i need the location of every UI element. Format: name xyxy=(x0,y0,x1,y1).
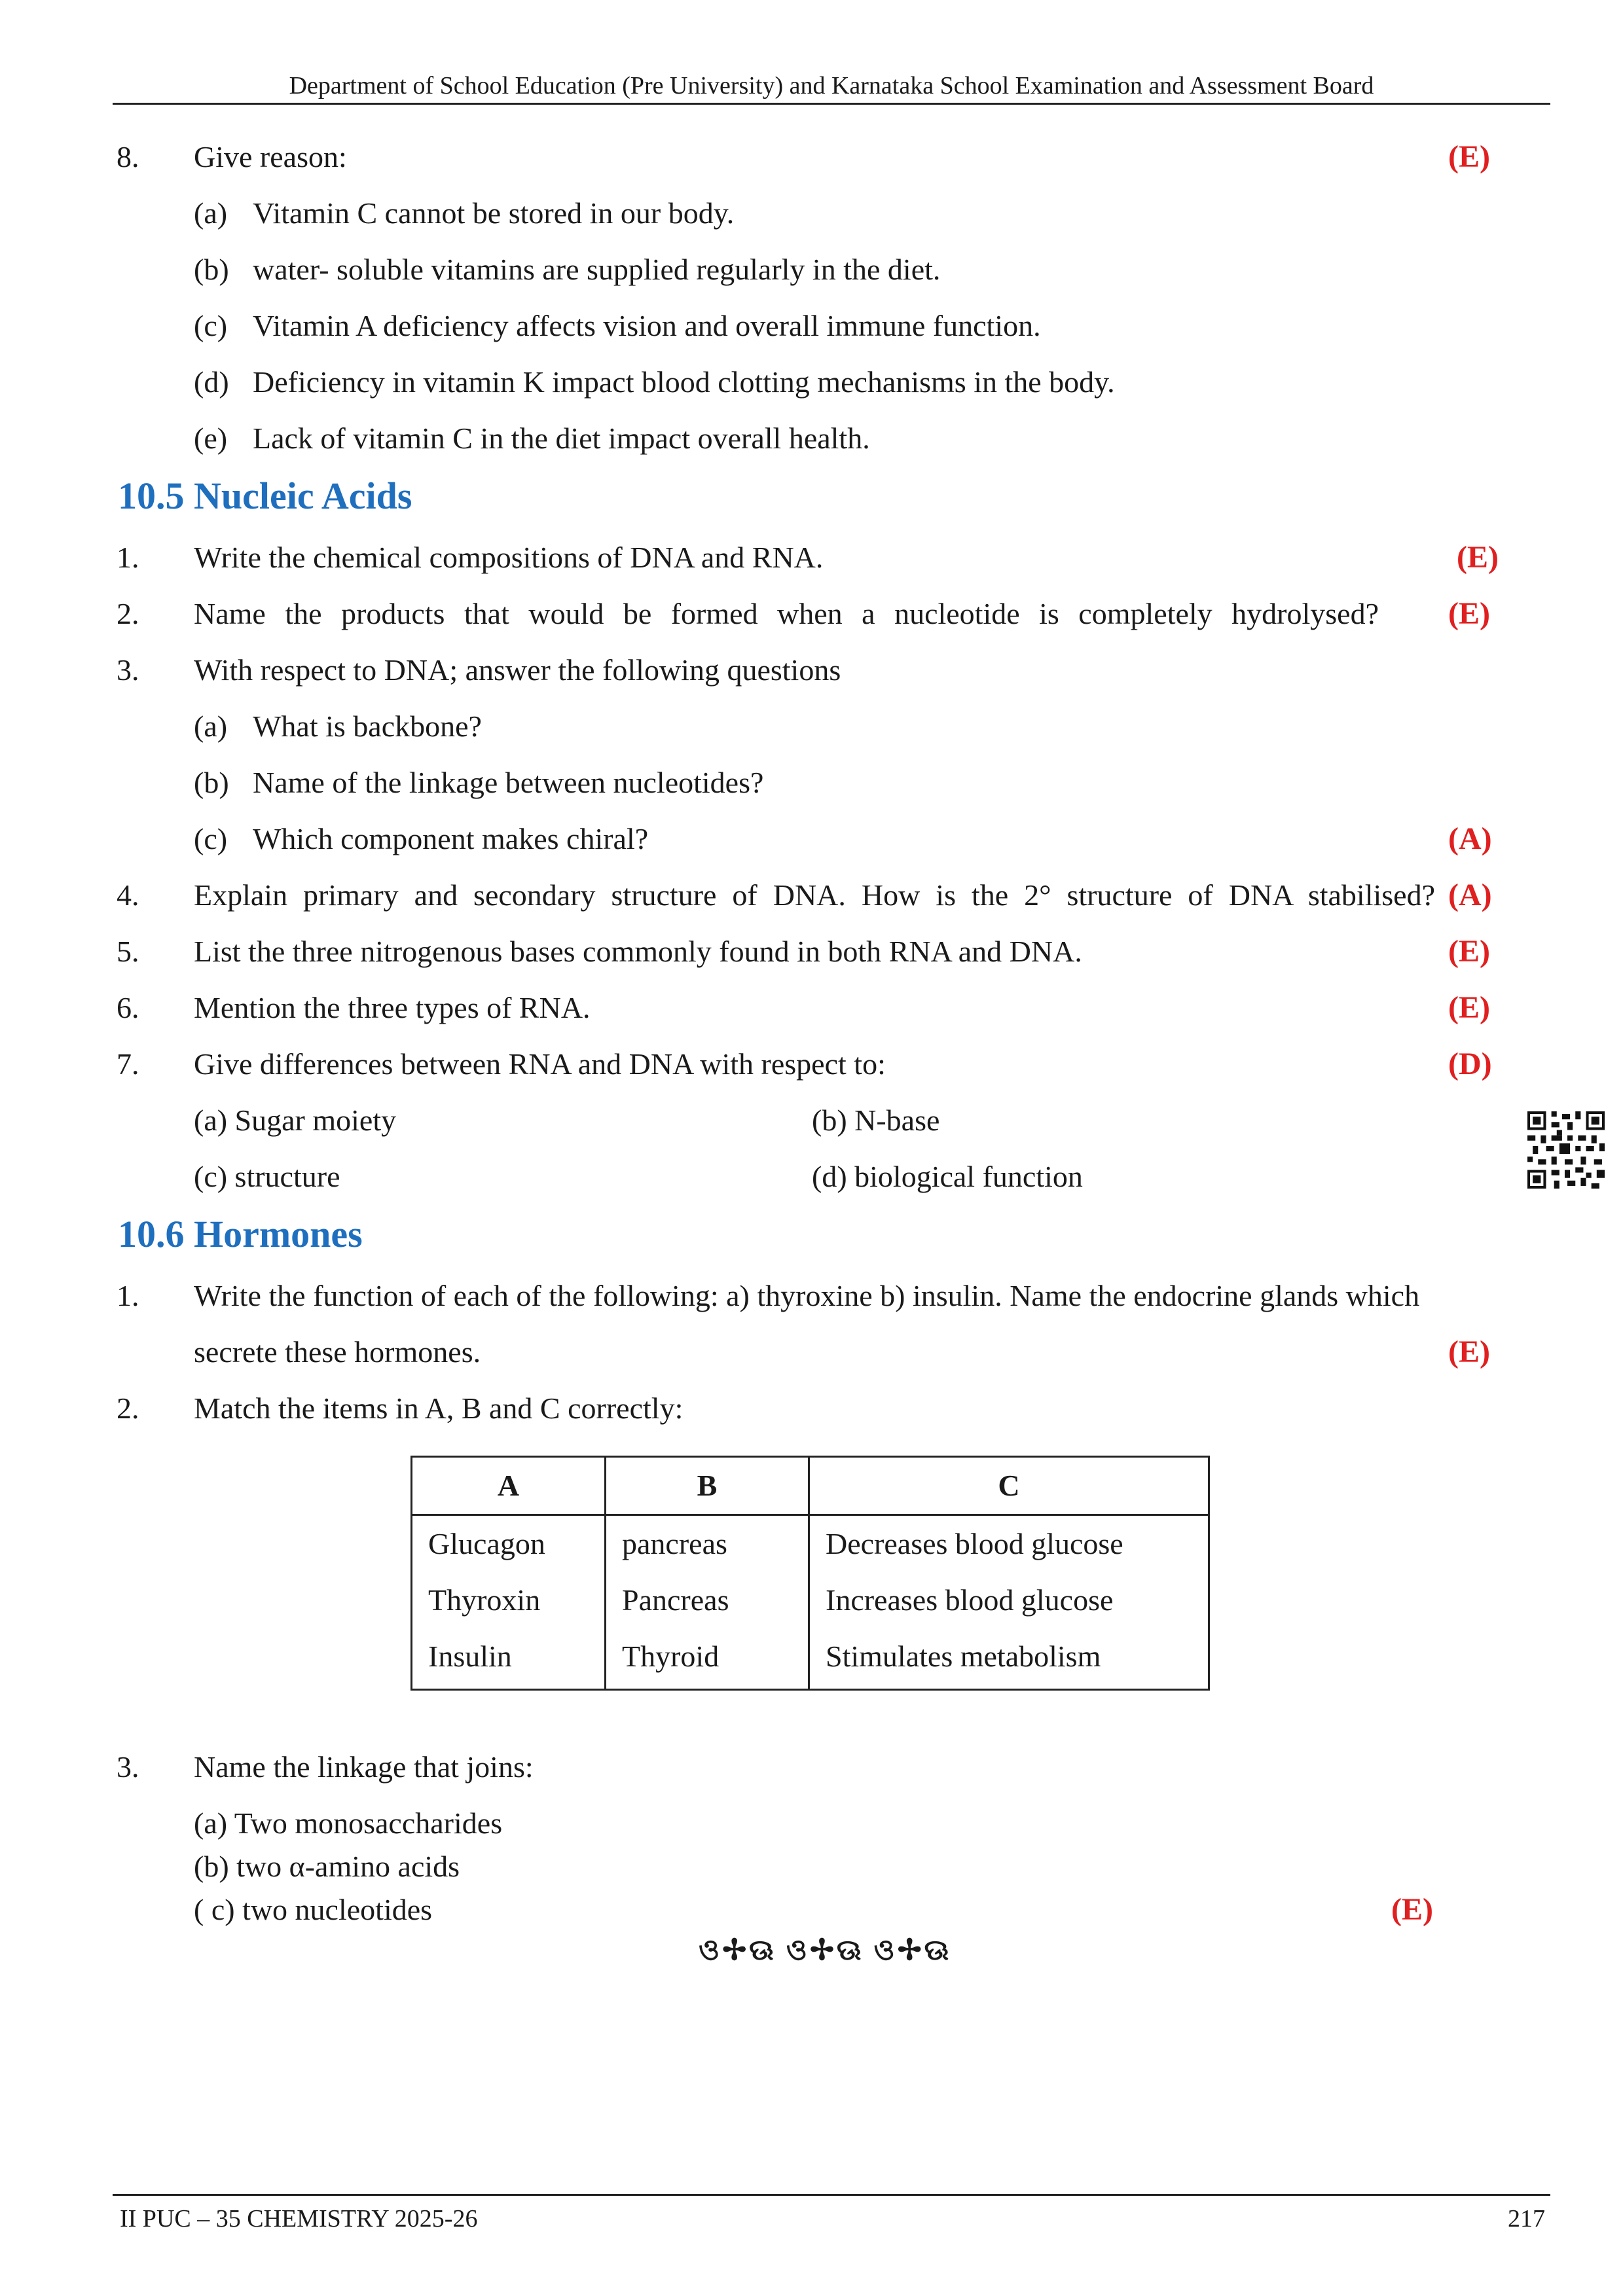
s105-q3-tag: (A) xyxy=(1448,821,1492,856)
match-table-header xyxy=(412,1457,1209,1515)
s105-q1-text: Write the chemical compositions of DNA and RNA. xyxy=(194,541,824,574)
s105-q7-opt-b: (b) N-base xyxy=(812,1103,940,1137)
footer-course-title: II PUC – 35 CHEMISTRY 2025-26 xyxy=(120,2205,478,2233)
s106-q3-tag: (E) xyxy=(1391,1892,1433,1927)
s105-q5-number: 5. xyxy=(117,935,139,968)
table-cell: Thyroid xyxy=(622,1640,720,1673)
s106-q1-text-line2: secrete these hormones. xyxy=(194,1335,481,1369)
s106-q3-opt-b: (b) two α-amino acids xyxy=(194,1850,460,1883)
table-cell: Increases blood glucose xyxy=(826,1583,1114,1617)
match-table-body xyxy=(412,1515,1209,1690)
q8-sub-a: (a) Vitamin C cannot be stored in our body. xyxy=(194,196,735,230)
match-table xyxy=(410,1456,1210,1691)
col-a-cell xyxy=(412,1515,606,1690)
s106-q3-text: Name the linkage that joins: xyxy=(194,1750,534,1784)
table-cell: Stimulates metabolism xyxy=(826,1640,1101,1673)
col-b-cell xyxy=(606,1515,809,1690)
s105-q7-opt-a: (a) Sugar moiety xyxy=(194,1103,397,1137)
s106-q2-text: Match the items in A, B and C correctly: xyxy=(194,1391,684,1425)
s106-q3-opt-a: (a) Two monosaccharides xyxy=(194,1806,503,1840)
s105-q2-number: 2. xyxy=(117,597,139,630)
col-header-a: A xyxy=(412,1457,606,1515)
s105-q5-tag: (E) xyxy=(1448,934,1490,969)
s105-q2-tag: (E) xyxy=(1448,596,1490,631)
col-header-c: C xyxy=(809,1457,1209,1515)
s105-q7-opt-c: (c) structure xyxy=(194,1160,340,1193)
s105-q7-text: Give differences between RNA and DNA with respect to: xyxy=(194,1047,886,1081)
s106-q1-tag: (E) xyxy=(1448,1335,1490,1369)
s105-q6-tag: (E) xyxy=(1448,990,1490,1025)
header-rule xyxy=(113,103,1550,105)
s105-q3-text: With respect to DNA; answer the following questions xyxy=(194,653,841,687)
table-cell: Insulin xyxy=(428,1640,512,1673)
end-ornament: ও✢ଊ ও✢ଊ ও✢ଊ xyxy=(698,1934,952,1966)
footer-rule xyxy=(113,2194,1550,2196)
q8-sub-e: (e) Lack of vitamin C in the diet impact overall health. xyxy=(194,422,870,455)
s105-q6-number: 6. xyxy=(117,991,139,1024)
q8-text: Give reason: xyxy=(194,140,347,173)
table-cell: Thyroxin xyxy=(428,1583,541,1617)
s105-q3-number: 3. xyxy=(117,653,139,687)
page-number: 217 xyxy=(1508,2205,1545,2233)
s105-q6-text: Mention the three types of RNA. xyxy=(194,991,591,1024)
s105-q2-text: Name the products that would be formed when a nucleotide is completely hydrolysed? xyxy=(194,597,1379,630)
q8-number: 8. xyxy=(117,140,139,173)
q8-sub-c: (c) Vitamin A deficiency affects vision and overall immune function. xyxy=(194,309,1041,342)
q8-sub-d: (d) Deficiency in vitamin K impact blood clotting mechanisms in the body. xyxy=(194,365,1115,399)
q8-sub-b: (b) water- soluble vitamins are supplied regularly in the diet. xyxy=(194,253,941,286)
s105-q1-tag: (E) xyxy=(1457,540,1499,575)
s105-q7-number: 7. xyxy=(117,1047,139,1081)
s105-q3-sub-a: (a) What is backbone? xyxy=(194,709,482,743)
s105-q4-number: 4. xyxy=(117,878,139,912)
page-header: Department of School Education (Pre University) and Karnataka School Examination and Assessment Board xyxy=(289,72,1374,99)
q8-tag: (E) xyxy=(1448,139,1490,174)
table-cell: Pancreas xyxy=(622,1583,729,1617)
s106-q2-number: 2. xyxy=(117,1391,139,1425)
s105-q4-text: Explain primary and secondary structure of DNA. How is the 2° structure of DNA stabilised? xyxy=(194,878,1435,912)
s105-q3-sub-c: (c) Which component makes chiral? xyxy=(194,822,649,855)
table-cell: Decreases blood glucose xyxy=(826,1527,1123,1560)
s105-q4-tag: (A) xyxy=(1448,878,1492,912)
s105-q1-number: 1. xyxy=(117,541,139,574)
col-c-cell xyxy=(809,1515,1209,1690)
table-cell: pancreas xyxy=(622,1527,727,1560)
qr-code-icon xyxy=(1527,1111,1605,1189)
s105-q7-opt-d: (d) biological function xyxy=(812,1160,1083,1193)
s106-q3-opt-c: ( c) two nucleotides xyxy=(194,1893,433,1926)
s106-q3-number: 3. xyxy=(117,1750,139,1784)
col-header-b: B xyxy=(606,1457,809,1515)
s106-q1-text-line1: Write the function of each of the following: a) thyroxine b) insulin. Name the endocrine glands which xyxy=(194,1279,1420,1312)
table-cell: Glucagon xyxy=(428,1527,545,1560)
s105-q5-text: List the three nitrogenous bases commonly found in both RNA and DNA. xyxy=(194,935,1082,968)
s105-q3-sub-b: (b) Name of the linkage between nucleotides? xyxy=(194,766,764,799)
s105-q7-tag: (D) xyxy=(1448,1047,1492,1081)
section-heading-nucleic-acids: 10.5 Nucleic Acids xyxy=(118,475,412,517)
s106-q1-number: 1. xyxy=(117,1279,139,1312)
section-heading-hormones: 10.6 Hormones xyxy=(118,1213,363,1255)
